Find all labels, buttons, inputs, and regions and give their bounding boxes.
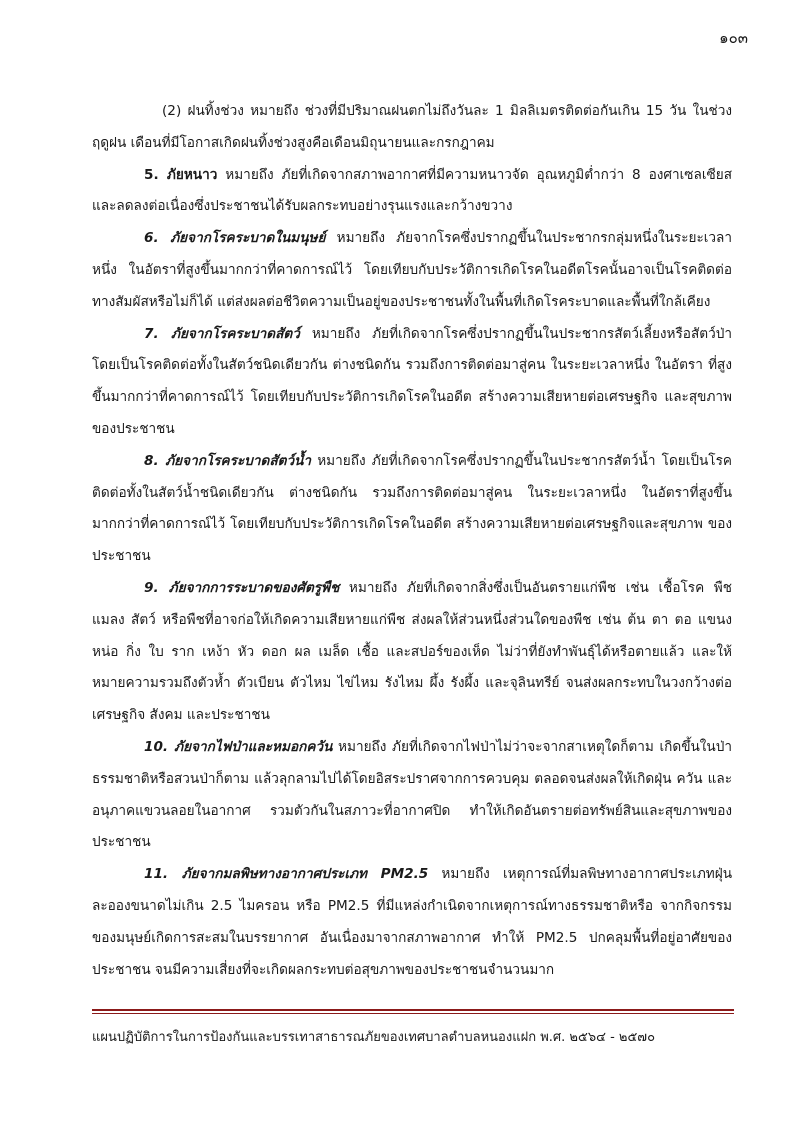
body-text xyxy=(92,96,732,986)
paragraph-text: หมายถึง ภัยจากโรคซึ่งปรากฏขึ้นในประชากรกลุ่มหนึ่งในระยะเวลาหนึ่ง ในอัตราที่สูงขึ้นมากกว่าที่คาดการณ์ไว้ โดยเทียบกับประวัติการเกิดโรคในอดีตโรคนั้นอาจเป็นโรคติดต่อทางสัมผัสหรือไม่ก็ได้ แต่ส่งผลต่อชีวิตความเป็นอยู่ของประชาชนทั้งในพื้นที่เกิดโรคระบาดและพื้นที่ใกล้เคียง xyxy=(92,230,732,310)
paragraph-cold-hazard xyxy=(92,160,732,224)
footer-plan-title: แผนปฏิบัติการในการป้องกันและบรรเทาสาธารณภัยของเทศบาลตำบลหนองแฝก พ.ศ. ๒๕๖๔ - ๒๕๗๐ xyxy=(92,1030,656,1045)
hazard-term: 10. ภัยจากไฟป่าและหมอกควัน xyxy=(144,738,333,755)
paragraph-text: หมายถึง ภัยที่เกิดจากโรคซึ่งปรากฏขึ้นในประชากรสัตว์น้ำ โดยเป็นโรคติดต่อทั้งในสัตว์น้ำชนิดเดียวกัน ต่างชนิดกัน รวมถึงการติดต่อมาสู่คน ในระยะเวลาหนึ่ง ในอัตราที่สูงขึ้นมากกว่าที่คาดการณ์ไว้ โดยเทียบกับประวัติการเกิดโรคในอดีต สร้างความเสียหายต่อเศรษฐกิจและสุขภาพ ของประชาชน xyxy=(92,452,732,565)
paragraph-text: หมายถึง ภัยที่เกิดจากไฟป่าไม่ว่าจะจากสาเหตุใดก็ตาม เกิดขึ้นในป่าธรรมชาติหรือสวนป่าก็ตาม แล้วลุกลามไปได้โดยอิสระปราศจากการควบคุม ตลอดจนส่งผลให้เกิดฝุ่น ควัน และอนุภาคแขวนลอยในอากาศ รวมตัวกันในสภาวะที่อากาศปิด ทำให้เกิดอันตรายต่อทรัพย์สินและสุขภาพของประชาชน xyxy=(92,738,732,851)
paragraph-text: (2) ฝนทิ้งช่วง หมายถึง ช่วงที่มีปริมาณฝนตกไม่ถึงวันละ 1 มิลลิเมตรติดต่อกันเกิน 15 วัน ในช่วงฤดูฝน เดือนที่มีโอกาสเกิดฝนทิ้งช่วงสูงคือเดือนมิถุนายนและกรกฎาคม xyxy=(92,103,732,151)
hazard-term: 6. ภัยจากโรคระบาดในมนุษย์ xyxy=(144,230,326,247)
paragraph-aquatic-epidemic xyxy=(92,446,732,573)
paragraph-pm25 xyxy=(92,859,732,986)
footer-divider xyxy=(92,1009,734,1011)
paragraph-text: หมายถึง ภัยที่เกิดจากโรคซึ่งปรากฏขึ้นในประชากรสัตว์เลี้ยงหรือสัตว์ป่า โดยเป็นโรคติดต่อทั้งในสัตว์ชนิดเดียวกัน ต่างชนิดกัน รวมถึงการติดต่อมาสู่คน ในระยะเวลาหนึ่ง ในอัตรา ที่สูงขึ้นมากกว่าที่คาดการณ์ไว้ โดยเทียบกับประวัติการเกิดโรคในอดีต สร้างความเสียหายต่อเศรษฐกิจ และสุขภาพของประชาชน xyxy=(92,325,732,437)
hazard-term: 5. ภัยหนาว xyxy=(144,166,218,183)
hazard-term: 11. ภัยจากมลพิษทางอากาศประเภท PM2.5 xyxy=(144,866,429,883)
footer-divider-thin xyxy=(92,1013,734,1014)
hazard-term: 8. ภัยจากโรคระบาดสัตว์น้ำ xyxy=(144,452,312,469)
paragraph-text: หมายถึง ภัยที่เกิดจากสิ่งซึ่งเป็นอันตรายแก่พืช เช่น เชื้อโรค พืช แมลง สัตว์ หรือพืชที่อาจก่อให้เกิดความเสียหายแก่พืช ส่งผลให้ส่วนหนึ่งส่วนใดของพืช เช่น ต้น ตา ตอ แขนง หน่อ กิ่ง ใบ ราก เหง้า หัว ดอก ผล เมล็ด เชื้อ และสปอร์ของเห็ด ไม่ว่าที่ยังทำพันธุ์ได้หรือตายแล้ว และให้หมายความรวมถึงตัวห้ำ ตัวเบียน ตัวไหม ไข่ไหม รังไหม ผึ้ง รังผึ้ง และจุลินทรีย์ จนส่งผลกระทบในวงกว้างต่อเศรษฐกิจ สังคม และประชาชน xyxy=(92,579,732,724)
paragraph-text: หมายถึง ภัยที่เกิดจากสภาพอากาศที่มีความหนาวจัด อุณหภูมิต่ำกว่า 8 องศาเซลเซียส และลดลงต่อเนื่องซึ่งประชาชนได้รับผลกระทบอย่างรุนแรงและกว้างขวาง xyxy=(92,166,732,215)
paragraph-text: หมายถึง เหตุการณ์ที่มลพิษทางอากาศประเภทฝุ่นละอองขนาดไม่เกิน 2.5 ไมครอน หรือ PM2.5 ที่มีแหล่งกำเนิดจากเหตุการณ์ทางธรรมชาติหรือ จากกิจกรรมของมนุษย์เกิดการสะสมในบรรยากาศ อันเนื่องมาจากสภาพอากาศ ทำให้ PM2.5 ปกคลุมพื้นที่อยู่อาศัยของประชาชน จนมีความเสี่ยงที่จะเกิดผลกระทบต่อสุขภาพของประชาชนจำนวนมาก xyxy=(92,866,732,978)
paragraph-forest-fire-haze xyxy=(92,732,732,859)
paragraph-human-epidemic xyxy=(92,223,732,318)
page-number: ๑๐๓ xyxy=(719,29,748,47)
paragraph-drought-gap xyxy=(92,96,732,160)
hazard-term: 9. ภัยจากการระบาดของศัตรูพืช xyxy=(144,579,340,596)
hazard-term: 7. ภัยจากโรคระบาดสัตว์ xyxy=(144,325,300,342)
paragraph-plant-pest xyxy=(92,573,732,732)
paragraph-animal-epidemic xyxy=(92,319,732,446)
